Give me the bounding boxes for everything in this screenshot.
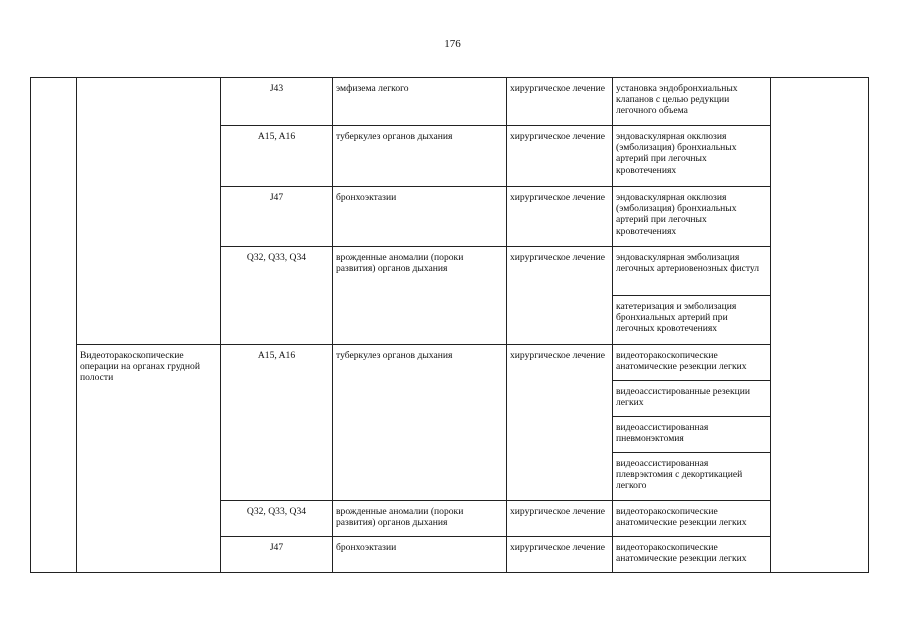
- number-cell: [31, 78, 77, 573]
- disease-cell: врожденные аномалии (пороки развития) органов дыхания: [333, 247, 507, 345]
- icd-code-cell: A15, A16: [221, 126, 333, 187]
- method-cell: эндоваскулярная окклюзия (эмболизация) бронхиальных артерий при легочных кровотечениях: [613, 126, 771, 187]
- treatment-cell: хирургическое лечение: [507, 78, 613, 126]
- method-cell: видеоассистированная плеврэктомия с декортикацией легкого: [613, 453, 771, 501]
- group-title-cell: [77, 78, 221, 345]
- method-cell: видеоторакоскопические анатомические резекции легких: [613, 501, 771, 537]
- method-cell: видеоторакоскопические анатомические резекции легких: [613, 345, 771, 381]
- disease-cell: туберкулез органов дыхания: [333, 345, 507, 501]
- method-cell: эндоваскулярная эмболизация легочных артериовенозных фистул: [613, 247, 771, 296]
- disease-cell: бронхоэктазии: [333, 537, 507, 573]
- icd-code-cell: J47: [221, 537, 333, 573]
- table-row: [31, 78, 869, 126]
- page-number: 176: [444, 38, 461, 50]
- medical-care-table: [30, 77, 869, 573]
- group-title-cell: Видеоторакоскопические операции на органах грудной полости: [77, 345, 221, 573]
- icd-code-cell: Q32, Q33, Q34: [221, 247, 333, 345]
- method-cell: видеоторакоскопические анатомические резекции легких: [613, 537, 771, 573]
- disease-cell: бронхоэктазии: [333, 187, 507, 247]
- treatment-cell: хирургическое лечение: [507, 501, 613, 537]
- icd-code-cell: J43: [221, 78, 333, 126]
- icd-code-cell: A15, A16: [221, 345, 333, 501]
- method-cell: видеоассистированные резекции легких: [613, 381, 771, 417]
- treatment-cell: хирургическое лечение: [507, 126, 613, 187]
- treatment-cell: хирургическое лечение: [507, 247, 613, 345]
- method-cell: катетеризация и эмболизация бронхиальных артерий при легочных кровотечениях: [613, 296, 771, 345]
- treatment-cell: хирургическое лечение: [507, 345, 613, 501]
- disease-cell: эмфизема легкого: [333, 78, 507, 126]
- icd-code-cell: Q32, Q33, Q34: [221, 501, 333, 537]
- treatment-cell: хирургическое лечение: [507, 187, 613, 247]
- table-row: [31, 345, 869, 381]
- method-cell: установка эндобронхиальных клапанов с целью редукции легочного объема: [613, 78, 771, 126]
- extra-cell: [771, 78, 869, 573]
- treatment-cell: хирургическое лечение: [507, 537, 613, 573]
- disease-cell: туберкулез органов дыхания: [333, 126, 507, 187]
- method-cell: видеоассистированная пневмонэктомия: [613, 417, 771, 453]
- method-cell: эндоваскулярная окклюзия (эмболизация) бронхиальных артерий при легочных кровотечениях: [613, 187, 771, 247]
- disease-cell: врожденные аномалии (пороки развития) органов дыхания: [333, 501, 507, 537]
- icd-code-cell: J47: [221, 187, 333, 247]
